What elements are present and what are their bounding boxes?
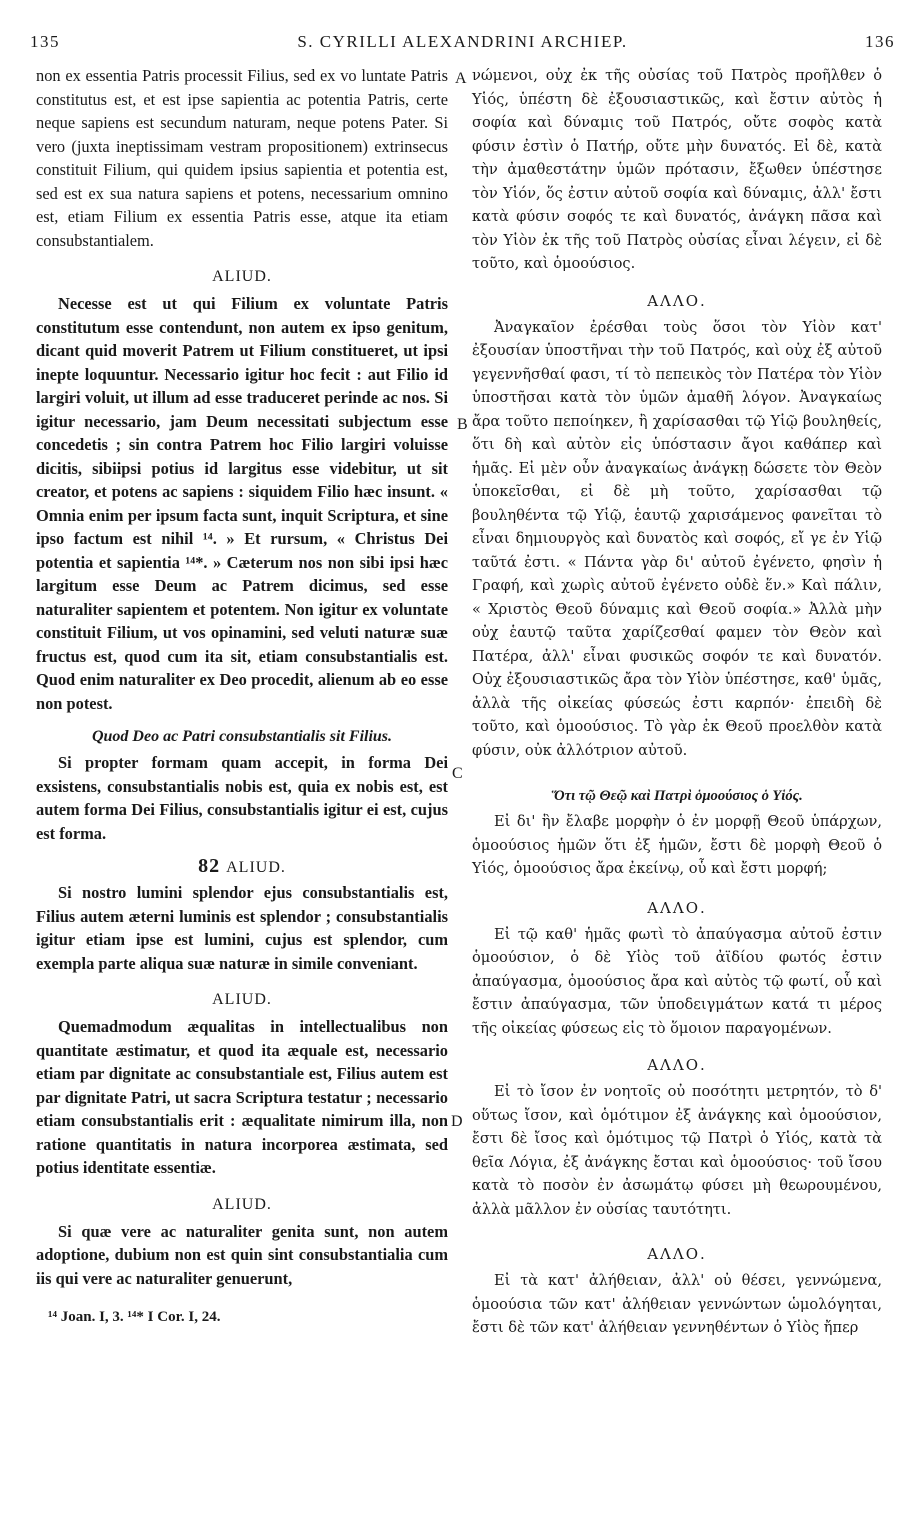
running-title: S. CYRILLI ALEXANDRINI ARCHIEP. xyxy=(297,32,628,51)
latin-paragraph-3: Si propter formam quam accepit, in forma Dei exsistens, consubstantialis nobis est, quia ex nobis est, est autem forma Dei Filius, consubstantialis igitur ei est, cujus est forma. xyxy=(36,753,448,843)
greek-paragraph-4: Εἰ τῷ καθ' ἡμᾶς φωτὶ τὸ ἀπαύγασμα αὐτοῦ ἐστιν ὁμοούσιον, ὁ δὲ Υἱὸς τοῦ ἀϊδίου φωτός ἐστιν ἀπαύγασμα, ὁμοούσιος ἄρα καὶ αὐτὸς τῷ φωτί, οὗ καὶ ἔστιν ἀπαύγασμα, τῶν ὑποδειγμάτων κατά τι μέρος τῆς οἰκείας φύσεως εἰς τὸ ὅμοιον παραγομένων. xyxy=(472,925,882,1037)
greek-paragraph-5: Εἰ τὸ ἴσον ἐν νοητοῖς οὐ ποσότητι μετρητόν, τὸ δ' οὕτως ἴσον, καὶ ὁμότιμον ἐξ ἀνάγκης καὶ ὁμοούσιον, ἔστι δὲ ἴσος καὶ ὁμότιμος τῷ Πατρὶ ὁ Υἱός, κατὰ τὰ θεῖα Λόγια, ἐξ ἀνάγκης ἔσται καὶ ὁμοούσιος· τοῦ ἴσου κατὰ τὸ ποσὸν ἐν ἀσωμάτῳ φύσει μὴ θεωρουμένου, ἀλλὰ μᾶλλον ἐν οὐσίας ταυτότητι. xyxy=(472,1083,882,1218)
latin-heading-aliud-4: ALIUD. xyxy=(212,1195,272,1213)
margin-letter-a: A xyxy=(455,70,467,87)
greek-paragraph-3: Εἰ δι' ἣν ἔλαβε μορφὴν ὁ ἐν μορφῇ Θεοῦ ὑπάρχων, ὁμοούσιος ἡμῶν ὅτι ἐξ ἡμῶν, ἔστι δὲ μορφὴ Θεοῦ ὁ Υἱός, ὁμοούσιος ἄρα ἐκείνῳ, οὗ καὶ ἔστι μορφή; xyxy=(472,813,882,877)
latin-section-title: Quod Deo ac Patri consubstantialis sit Filius. xyxy=(91,728,393,745)
greek-heading-allo-2: ΑΛΛΟ. xyxy=(647,898,707,917)
greek-heading-allo-3: ΑΛΛΟ. xyxy=(647,1056,707,1074)
latin-paragraph-2: Necesse est ut qui Filium ex voluntate Patris constitutum esse contendunt, non autem ex ipso genitum, dicant quid moverit Patrem ut Filium constitueret, ut ipsi inepte loquuntur. Necessario igitur hoc fecit : aut Filio id largiri voluit, ut illum ad esse traduceret perinde ac nos. Si igitur necessario, jam Deum necessitati subjectum esse concedetis ; sin contra Patrem hoc Filio largiri voluisse dicitis, sibiipsi potius id largitus esse videbitur, ut sit creator, et potens ac sapiens : siquidem Filio hæc insunt. « Omnia enim per ipsum facta sunt, inquit Scriptura, et sine ipso factum est nihil ¹⁴. » Et rursum, « Christus Dei potentia et sapientia ¹⁴*. » Cæterum nos non sibi ipsi hæc largitum esse Deum ac Patrem dicimus, sed esse naturaliter sapientem et potentem. Non igitur ex voluntate constituit Filium, ut vos opinamini, sed veluti naturæ suæ fructus est, quod cum ita sit, etiam consubstantialis est. Quod enim naturaliter ex Deo procedit, alienum ab eo esse non potest. xyxy=(36,294,448,713)
footnotes: ¹⁴ Joan. I, 3. ¹⁴* I Cor. I, 24. xyxy=(48,1309,221,1325)
latin-heading-aliud-2: ALIUD. xyxy=(226,859,286,876)
greek-column xyxy=(472,64,882,1340)
margin-letter-c: C xyxy=(452,765,463,782)
latin-column xyxy=(36,64,448,1328)
latin-paragraph-4: Si nostro lumini splendor ejus consubstantialis est, Filius autem æterni luminis est splendor ; consubstantialis igitur etiam ipse est lumini, cujus est splendor, cum exempla parte aliqua suæ naturæ in simile conveniant. xyxy=(36,883,448,973)
greek-heading-allo: ΑΛΛΟ. xyxy=(647,291,707,310)
greek-paragraph-2: Ἀναγκαῖον ἐρέσθαι τοὺς ὅσοι τὸν Υἱὸν κατ' ἐξουσίαν ὑποστῆναι τὴν τοῦ Πατρός, καὶ οὐχ ἐξ αὐτοῦ γεγεννῆσθαί φασι, τί τὸ πεπεικὸς τὸν Πατέρα τὸν Υἱὸν ὑποστῆσαι κατὰ τὸν ὑμῶν ἀμαθῆ λόγον. Ἀναγκαίως ἄρα τοῦτο πεποίηκεν, ἢ χαρίσασθαι τῷ Υἱῷ βουληθείς, ὅτι δὴ καὶ αὐτὸν εἰς ὑπόστασιν ἄγοι καθάπερ καὶ ἡμᾶς. Εἰ μὲν οὖν ἀναγκαίως ἀνάγκῃ δώσετε τὸν Θεὸν ὑποκεῖσθαι, εἰ δὲ μὴ τοῦτο, χαρίσασθαι τῷ βουληθέντα τῷ Υἱῷ, ἑαυτῷ χαρισάμενος φανεῖται τὸ εἶναι δημιουργὸς καὶ δυνατὸς καὶ σοφός, εἴ γε ἐν Υἱῷ ταῦτά ἐστι. « Πάντα γὰρ δι' αὐτοῦ ἐγένετο, φησὶν ἡ Γραφή, καὶ χωρὶς αὐτοῦ ἐγένετο οὐδὲ ἕν.» Καὶ πάλιν, « Χριστὸς Θεοῦ δύναμις καὶ Θεοῦ σοφία.» Ἀλλὰ μὴν οὐχ ἑαυτῷ ταῦτα χαρίζεσθαί φαμεν τὸν Θεὸν καὶ Πατέρα, ἀλλ' εἶναι φυσικῶς σοφόν τε καὶ δυνατόν. Οὐχ ἐξουσιαστικῶς ἄρα τὸν Υἱὸν ὑπέστησε, καθ' ὑμᾶς, ἀλλὰ τῆς οἰκείας φύσεώς ἐστι καρπόν· ἐπειδὴ δὲ τοῦτο, καὶ ὁμοούσιος. Τὸ γὰρ ἐκ Θεοῦ προελθὸν κατὰ φύσιν, οὐκ ἀλλότριον αὐτοῦ. xyxy=(472,318,882,759)
latin-paragraph-5: Quemadmodum æqualitas in intellectualibus non quantitate æstimatur, et quod ita æquale est, necessario etiam par dignitate ac consubstantiale est, Filius autem est par dignitate Patri, ut sacra Scriptura testatur ; necessario etiam consubstantialis erit : æqualitate nimirum illa, non ratione quantitatis in natura incorporea æstimata, sed potius identitate essentiæ. xyxy=(36,1017,448,1177)
margin-letter-d: D xyxy=(451,1113,463,1130)
running-header xyxy=(30,32,895,58)
latin-heading-aliud-3: ALIUD. xyxy=(212,991,272,1008)
greek-paragraph-6: Εἰ τὰ κατ' ἀλήθειαν, ἀλλ' οὐ θέσει, γεννώμενα, ὁμοούσια τῶν κατ' ἀλήθειαν γεννώντων ὡμολόγηται, ἔστι δὲ τῶν κατ' ἀλήθειαν γεννηθέντων ὁ Υἱὸς ἤπερ xyxy=(472,1272,882,1336)
greek-heading-allo-4: ΑΛΛΟ. xyxy=(647,1245,707,1263)
latin-heading-aliud: ALIUD. xyxy=(212,268,272,285)
page-number-right: 136 xyxy=(865,32,895,51)
section-number: 82 xyxy=(198,855,221,877)
margin-letter-b: B xyxy=(457,416,468,433)
greek-paragraph-1: νώμενοι, οὐχ ἐκ τῆς οὐσίας τοῦ Πατρὸς προῆλθεν ὁ Υἱός, ὑπέστη δὲ ἐξουσιαστικῶς, καὶ ἔστιν αὐτὸς ἡ σοφία καὶ δύναμις τοῦ Πατρός, οὔτε σοφὸς κατὰ φύσιν ἐστὶν ὁ Πατήρ, οὔτε μὴν δυνατός. Εἰ δὲ, κατὰ τὴν ἀμαθεστάτην ὑμῶν πρότασιν, ἔξωθεν ὑπέστησε τὸν Υἱόν, ὅς ἐστιν αὐτοῦ σοφία καὶ δύναμις, ἀλλ' ἔστι κατὰ φύσιν σοφός τε καὶ δυνατός, ἀνάγκη πᾶσα καὶ τὸν Υἱὸν ἐκ τῆς τοῦ Πατρὸς οὐσίας εἶναι λέγειν, εἰ δὲ τοῦτο, καὶ ὁμοούσιος. xyxy=(472,67,882,272)
greek-section-title: Ὅτι τῷ Θεῷ καὶ Πατρὶ ὁμοούσιος ὁ Υἱός. xyxy=(551,788,803,804)
latin-paragraph-1: non ex essentia Patris processit Filius, sed ex vo luntate Patris constitutus est, et est ipse sapientia ac potentia Patris, certe neque sapiens est secundum naturam, neque potens Pater. Si vero (juxta ineptissimam vestram propositionem) extrinsecus constituit Filium, qui quidem ipsius sapientia et potentia est, sed est ex sua natura sapiens et potens, necessarium omnino est, etiam Filium ex essentia Patris esse, atque ita etiam consubstantialem. xyxy=(36,66,448,250)
latin-heading-82 xyxy=(36,855,448,879)
page-number-left: 135 xyxy=(30,32,60,51)
latin-paragraph-6: Si quæ vere ac naturaliter genita sunt, non autem adoptione, dubium non est quin sint consubstantialia cum iis qui vere ac naturaliter genuerunt, xyxy=(36,1221,448,1288)
